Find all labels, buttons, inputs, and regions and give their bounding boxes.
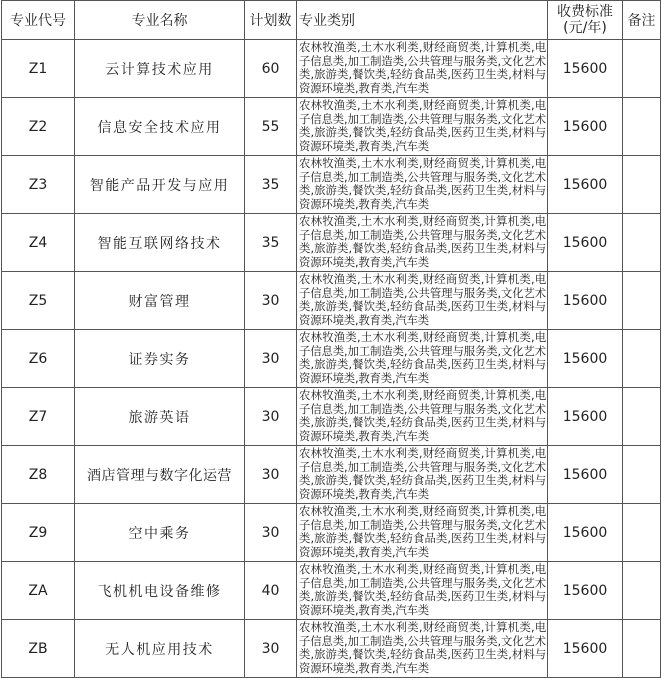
row-code: Z7 xyxy=(2,388,75,446)
table-row xyxy=(2,40,661,98)
row-code: Z5 xyxy=(2,272,75,330)
row-fee: 15600 xyxy=(548,98,623,156)
row-name: 云计算技术应用 xyxy=(75,40,245,98)
row-code: ZB xyxy=(2,620,75,678)
row-remark xyxy=(623,98,661,156)
row-remark xyxy=(623,446,661,504)
header-category: 专业类别 xyxy=(297,1,548,40)
row-plan: 55 xyxy=(245,98,297,156)
table-row xyxy=(2,272,661,330)
header-fee-line1: 收费标准 xyxy=(557,4,613,20)
row-name: 证券实务 xyxy=(75,330,245,388)
row-plan: 30 xyxy=(245,504,297,562)
row-code: Z3 xyxy=(2,156,75,214)
table-row xyxy=(2,446,661,504)
row-fee: 15600 xyxy=(548,562,623,620)
row-category: 农林牧渔类,土木水利类,财经商贸类,计算机类,电子信息类,加工制造类,公共管理与服务类,文化艺术类,旅游类,餐饮类,轻纺食品类,医药卫生类,材料与资源环境类,教育类,汽车类 xyxy=(297,40,548,98)
header-name: 专业名称 xyxy=(75,1,245,40)
row-plan: 30 xyxy=(245,620,297,678)
table-row xyxy=(2,388,661,446)
row-code: ZA xyxy=(2,562,75,620)
row-plan: 30 xyxy=(245,388,297,446)
row-fee: 15600 xyxy=(548,504,623,562)
row-plan: 30 xyxy=(245,446,297,504)
header-code: 专业代号 xyxy=(2,1,75,40)
row-category: 农林牧渔类,土木水利类,财经商贸类,计算机类,电子信息类,加工制造类,公共管理与服务类,文化艺术类,旅游类,餐饮类,轻纺食品类,医药卫生类,材料与资源环境类,教育类,汽车类 xyxy=(297,620,548,678)
row-plan: 30 xyxy=(245,272,297,330)
row-remark xyxy=(623,620,661,678)
row-remark xyxy=(623,504,661,562)
row-name: 无人机应用技术 xyxy=(75,620,245,678)
row-name: 飞机机电设备维修 xyxy=(75,562,245,620)
row-category: 农林牧渔类,土木水利类,财经商贸类,计算机类,电子信息类,加工制造类,公共管理与服务类,文化艺术类,旅游类,餐饮类,轻纺食品类,医药卫生类,材料与资源环境类,教育类,汽车类 xyxy=(297,562,548,620)
row-fee: 15600 xyxy=(548,330,623,388)
row-plan: 60 xyxy=(245,40,297,98)
row-name: 旅游英语 xyxy=(75,388,245,446)
header-fee-line2: (元/年) xyxy=(563,20,607,36)
row-fee: 15600 xyxy=(548,446,623,504)
header-fee xyxy=(548,1,623,40)
row-name: 空中乘务 xyxy=(75,504,245,562)
row-fee: 15600 xyxy=(548,620,623,678)
row-remark xyxy=(623,562,661,620)
row-plan: 30 xyxy=(245,330,297,388)
row-fee: 15600 xyxy=(548,40,623,98)
row-code: Z1 xyxy=(2,40,75,98)
header-remark: 备注 xyxy=(623,1,661,40)
row-code: Z6 xyxy=(2,330,75,388)
row-remark xyxy=(623,330,661,388)
row-remark xyxy=(623,388,661,446)
row-remark xyxy=(623,272,661,330)
row-category: 农林牧渔类,土木水利类,财经商贸类,计算机类,电子信息类,加工制造类,公共管理与服务类,文化艺术类,旅游类,餐饮类,轻纺食品类,医药卫生类,材料与资源环境类,教育类,汽车类 xyxy=(297,214,548,272)
row-category: 农林牧渔类,土木水利类,财经商贸类,计算机类,电子信息类,加工制造类,公共管理与服务类,文化艺术类,旅游类,餐饮类,轻纺食品类,医药卫生类,材料与资源环境类,教育类,汽车类 xyxy=(297,446,548,504)
table-row xyxy=(2,156,661,214)
row-fee: 15600 xyxy=(548,388,623,446)
row-name: 智能互联网络技术 xyxy=(75,214,245,272)
row-code: Z9 xyxy=(2,504,75,562)
admissions-table xyxy=(1,0,661,678)
row-code: Z2 xyxy=(2,98,75,156)
row-name: 财富管理 xyxy=(75,272,245,330)
row-plan: 35 xyxy=(245,214,297,272)
row-name: 信息安全技术应用 xyxy=(75,98,245,156)
table-row xyxy=(2,620,661,678)
row-name: 智能产品开发与应用 xyxy=(75,156,245,214)
row-name: 酒店管理与数字化运营 xyxy=(75,446,245,504)
row-fee: 15600 xyxy=(548,272,623,330)
row-code: Z4 xyxy=(2,214,75,272)
row-category: 农林牧渔类,土木水利类,财经商贸类,计算机类,电子信息类,加工制造类,公共管理与服务类,文化艺术类,旅游类,餐饮类,轻纺食品类,医药卫生类,材料与资源环境类,教育类,汽车类 xyxy=(297,98,548,156)
row-plan: 35 xyxy=(245,156,297,214)
row-fee: 15600 xyxy=(548,156,623,214)
table-header-row xyxy=(2,1,661,40)
row-category: 农林牧渔类,土木水利类,财经商贸类,计算机类,电子信息类,加工制造类,公共管理与服务类,文化艺术类,旅游类,餐饮类,轻纺食品类,医药卫生类,材料与资源环境类,教育类,汽车类 xyxy=(297,504,548,562)
table-row xyxy=(2,98,661,156)
table-row xyxy=(2,214,661,272)
table-row xyxy=(2,562,661,620)
row-category: 农林牧渔类,土木水利类,财经商贸类,计算机类,电子信息类,加工制造类,公共管理与服务类,文化艺术类,旅游类,餐饮类,轻纺食品类,医药卫生类,材料与资源环境类,教育类,汽车类 xyxy=(297,330,548,388)
header-plan: 计划数 xyxy=(245,1,297,40)
row-code: Z8 xyxy=(2,446,75,504)
row-remark xyxy=(623,40,661,98)
row-category: 农林牧渔类,土木水利类,财经商贸类,计算机类,电子信息类,加工制造类,公共管理与服务类,文化艺术类,旅游类,餐饮类,轻纺食品类,医药卫生类,材料与资源环境类,教育类,汽车类 xyxy=(297,272,548,330)
table-row xyxy=(2,330,661,388)
row-category: 农林牧渔类,土木水利类,财经商贸类,计算机类,电子信息类,加工制造类,公共管理与服务类,文化艺术类,旅游类,餐饮类,轻纺食品类,医药卫生类,材料与资源环境类,教育类,汽车类 xyxy=(297,388,548,446)
table-row xyxy=(2,504,661,562)
row-category: 农林牧渔类,土木水利类,财经商贸类,计算机类,电子信息类,加工制造类,公共管理与服务类,文化艺术类,旅游类,餐饮类,轻纺食品类,医药卫生类,材料与资源环境类,教育类,汽车类 xyxy=(297,156,548,214)
row-remark xyxy=(623,214,661,272)
row-plan: 40 xyxy=(245,562,297,620)
row-fee: 15600 xyxy=(548,214,623,272)
row-remark xyxy=(623,156,661,214)
